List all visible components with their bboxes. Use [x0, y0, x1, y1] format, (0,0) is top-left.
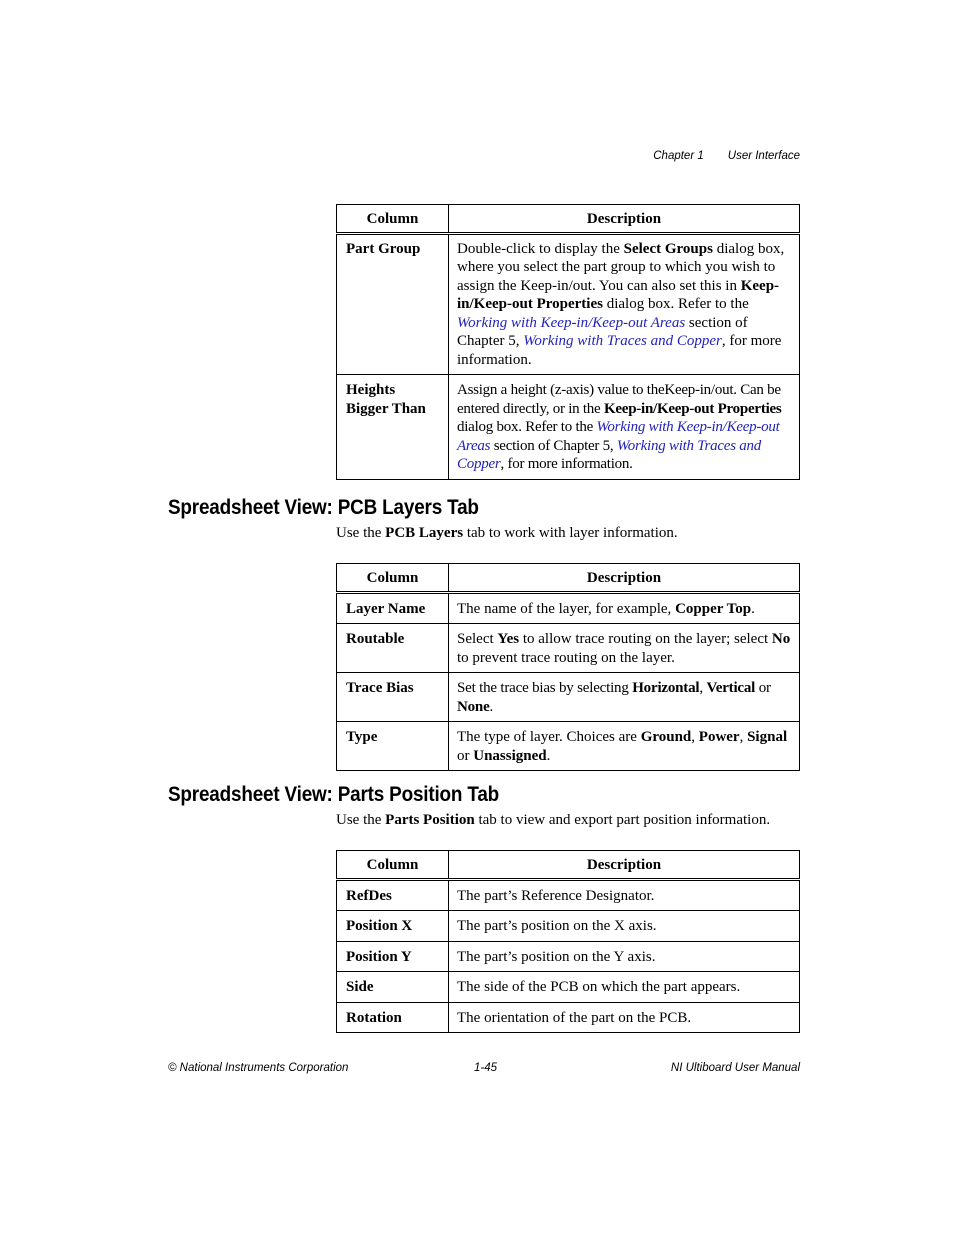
desc-text: . [489, 698, 494, 715]
row-description [449, 233, 800, 375]
desc-bold: Power [698, 729, 740, 745]
desc-text: Assign a height (z-axis) value to theKeep-in/out. Can be entered directly, or in the [457, 382, 781, 417]
table-row [337, 941, 800, 972]
parts-position-table [336, 850, 800, 1033]
intro-bold: PCB Layers [385, 525, 464, 541]
footer-manual-title: NI Ultiboard User Manual [670, 1062, 800, 1074]
section-intro [336, 812, 770, 829]
row-description [449, 375, 800, 480]
column-header: Column [337, 205, 449, 234]
row-name: Type [337, 722, 449, 771]
description-header: Description [449, 564, 800, 593]
chapter-title: User Interface [727, 150, 800, 162]
row-name: Trace Bias [337, 673, 449, 722]
row-description: The part’s position on the X axis. [449, 911, 800, 942]
table-row [337, 375, 800, 480]
table-header-row [337, 851, 800, 880]
chapter-label: Chapter 1 [653, 150, 704, 162]
pcb-layers-table [336, 563, 800, 771]
desc-text: The name of the layer, for example, [457, 600, 676, 617]
desc-text: . [751, 600, 755, 617]
row-name: Side [337, 972, 449, 1003]
desc-bold: No [771, 631, 791, 647]
table-row [337, 722, 800, 771]
row-name: Part Group [337, 233, 449, 375]
table-row [337, 592, 800, 624]
desc-text: Select [457, 631, 498, 647]
desc-bold: Unassigned [473, 747, 547, 764]
desc-bold: Ground [640, 729, 692, 745]
desc-bold: Keep-in/Keep-out Properties [457, 277, 780, 312]
xref-link[interactable]: Working with Keep-in/Keep-out Areas [457, 419, 780, 454]
desc-bold: Signal [747, 729, 788, 745]
description-header: Description [449, 851, 800, 880]
row-description [449, 673, 800, 722]
intro-text: tab to view and export part position information. [474, 812, 771, 828]
desc-text: . [546, 747, 551, 764]
desc-text: to allow trace routing on the layer; select [519, 631, 772, 647]
section-intro [336, 525, 678, 542]
desc-text: The type of layer. Choices are [457, 729, 641, 745]
xref-link[interactable]: Working with Traces and Copper [523, 333, 722, 349]
intro-text: Use the [336, 812, 386, 828]
table-row [337, 233, 800, 375]
row-name: Position Y [337, 941, 449, 972]
row-name: Position X [337, 911, 449, 942]
section-heading-pcb-layers: Spreadsheet View: PCB Layers Tab [168, 496, 479, 519]
keepin-columns-table [336, 204, 800, 480]
desc-text: , for more information. [457, 333, 782, 368]
description-header: Description [449, 205, 800, 234]
desc-text: , for more information. [500, 456, 633, 472]
row-description: The part’s Reference Designator. [449, 879, 800, 911]
row-name: Rotation [337, 1002, 449, 1033]
desc-text: section of Chapter 5, [490, 437, 617, 454]
intro-bold: Parts Position [385, 812, 475, 828]
row-name: RefDes [337, 879, 449, 911]
desc-text: , [739, 729, 748, 745]
row-description: The orientation of the part on the PCB. [449, 1002, 800, 1033]
desc-bold: Keep-in/Keep-out Properties [603, 400, 782, 417]
column-header: Column [337, 564, 449, 593]
row-name: Layer Name [337, 592, 449, 624]
footer-copyright: © National Instruments Corporation [168, 1062, 349, 1074]
column-header: Column [337, 851, 449, 880]
table-header-row [337, 205, 800, 234]
desc-bold: None [457, 698, 490, 715]
desc-text: dialog box. Refer to the [602, 296, 749, 312]
desc-text: , [699, 680, 707, 696]
xref-link[interactable]: Working with Keep-in/Keep-out Areas [457, 314, 686, 331]
table-row [337, 1002, 800, 1033]
desc-text: or [457, 747, 474, 764]
table-row [337, 673, 800, 722]
desc-text: dialog box. Refer to the [457, 419, 597, 435]
table-row [337, 972, 800, 1003]
page-number: 1-45 [474, 1062, 498, 1074]
row-description: The side of the PCB on which the part appears. [449, 972, 800, 1003]
section-heading-parts-position: Spreadsheet View: Parts Position Tab [168, 783, 500, 806]
intro-text: Use the [336, 525, 386, 541]
row-name: Heights Bigger Than [337, 375, 449, 480]
desc-text: dialog box, where you select the part group to which you wish to assign the Keep-in/out. You can also set this in [457, 240, 785, 294]
desc-text: section of Chapter 5, [457, 314, 748, 349]
desc-text: Double-click to display the [457, 240, 624, 257]
desc-bold: Select Groups [623, 240, 713, 257]
row-description [449, 592, 800, 624]
desc-text: or [755, 680, 771, 696]
intro-text: tab to work with layer information. [463, 525, 678, 541]
row-description: The part’s position on the Y axis. [449, 941, 800, 972]
table-header-row [337, 564, 800, 593]
row-description [449, 624, 800, 673]
row-description [449, 722, 800, 771]
running-header [653, 150, 800, 162]
table-row [337, 879, 800, 911]
table-row [337, 911, 800, 942]
desc-bold: Vertical [706, 680, 756, 696]
table-row [337, 624, 800, 673]
desc-bold: Horizontal [632, 680, 700, 696]
desc-text: to prevent trace routing on the layer. [457, 649, 675, 666]
desc-text: , [691, 729, 699, 745]
desc-bold: Copper Top [675, 600, 752, 617]
row-name: Routable [337, 624, 449, 673]
xref-link[interactable]: Working with Traces and Copper [457, 437, 762, 472]
desc-bold: Yes [497, 631, 520, 647]
desc-text: Set the trace bias by selecting [457, 680, 633, 696]
